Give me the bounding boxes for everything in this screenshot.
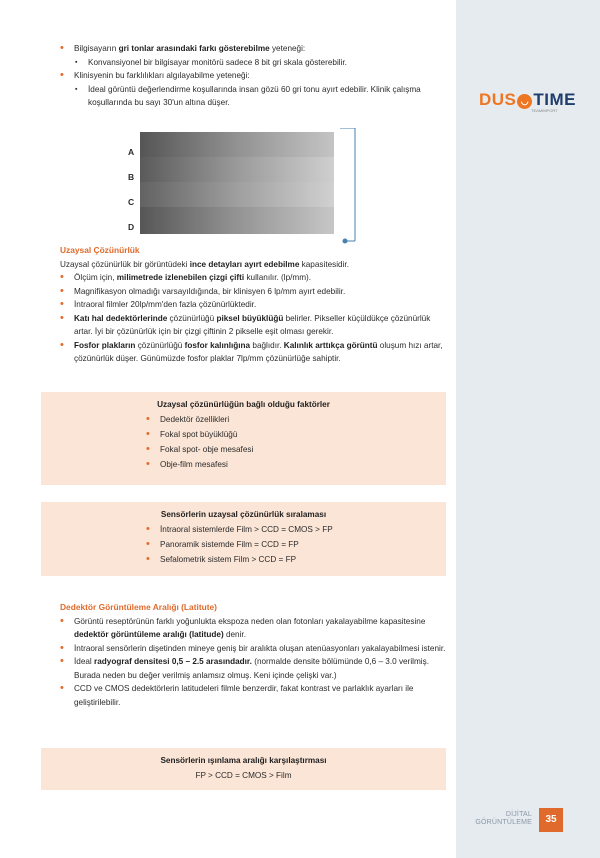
brand-logo [479,90,576,110]
list-item: • İntraoral sensörlerin dişetinden mineye geniş bir aralıkta oluşan atenüasyonları yakalayabilmesi istenir. [60,642,448,656]
list-item: • İdeal radyograf densitesi 0,5 – 2.5 arasındadır. (normalde densite bölümünde 0,6 – 3.0 verilmiş. Burada neden bu değer verilmiş anlamsız olmuş. Keni içinde çelişki var.) [60,655,448,682]
block-spatial-resolution [60,244,448,366]
section-label-line1: DİJİTAL [505,811,532,818]
list-item: • Panoramik sistemde Film = CCD = FP [146,537,446,552]
logo-text-time: TIME [533,90,577,109]
list-item: • Bilgisayarın gri tonlar arasındaki farkı gösterebilme yeteneği: ▪ Konvansiyonel bir bilgisayar monitörü sadece 8 bit gri skala gösterebilir. [60,42,448,69]
gray-scale-image [140,128,360,248]
list-item: • CCD ve CMOS dedektörlerin latitudeleri filmle benzerdir, fakat kontrast ve parlaklık ayarları ile geliştirilebilir. [60,682,448,709]
list-item: • İntraoral filmler 20lp/mm'den fazla çözünürlüktedir. [60,298,448,312]
block-latitude [60,601,448,709]
sidebar [456,0,600,858]
list-item: • Klinisyenin bu farklılıkları algılayabilme yeteneği: ▪ İdeal görüntü değerlendirme koşullarında insan gözü 60 gri tonu ayırt edebilir. Klinik çalışma koşullarında bu sayı 30'un altına düşer. [60,69,448,110]
list-subitem: ▪ Konvansiyonel bir bilgisayar monitörü sadece 8 bit gri skala gösterebilir. [74,56,448,70]
intro-paragraph: Uzaysal çözünürlük bir görüntüdeki ince detayları ayırt edebilme kapasitesidir. [60,259,349,269]
row-labels [120,128,140,240]
exposure-range-title: Sensörlerin ışınlama aralığı karşılaştırması [160,756,327,765]
list-item: • Magnifikasyon olmadığı varsayıldığında, bir klinisyen 6 lp/mm ayırt edebilir. [60,285,448,299]
row-label-b: B [128,172,135,182]
row-label-a: A [128,147,135,157]
list-item: • Fokal spot büyüklüğü [146,427,446,442]
list-subitem: ▪ İdeal görüntü değerlendirme koşullarında insan gözü 60 gri tonu ayırt edebilir. Klinik çalışma koşullarında bu sayı 30'un altına düşer. [74,83,448,110]
logo-subtitle: TEAMIMPORT [531,108,558,113]
heading-spatial-resolution: Uzaysal Çözünürlük [60,245,140,255]
row-label-d: D [128,222,135,232]
heading-latitude: Dedektör Görüntüleme Aralığı (Latitute) [60,602,217,612]
logo-text-dus: DUS [479,90,517,109]
list-item: • Ölçüm için, milimetrede izlenebilen çizgi çifti kullanılır. (lp/mm). [60,271,448,285]
factors-box [41,392,446,485]
exposure-range-box [41,748,446,790]
list-item: • İntraoral sistemlerde Film > CCD = CMOS > FP [146,522,446,537]
list-item: • Dedektör özellikleri [146,412,446,427]
factors-box-title: Uzaysal çözünürlüğün bağlı olduğu faktörler [157,400,330,409]
list-item: • Sefalometrik sistem Film > CCD = FP [146,552,446,567]
list-item: • Fokal spot- obje mesafesi [146,442,446,457]
block-gray-levels [60,42,448,110]
section-label-line2: GÖRÜNTÜLEME [475,819,532,826]
exposure-range-line: FP > CCD = CMOS > Film [195,771,292,780]
list-item: • Katı hal dedektörlerinde çözünürlüğü piksel büyüklüğü belirler. Pikseller küçüldükçe çözünürlük artar. İyi bir çözünürlük için bir çizgi çiftinin 2 pikselle eşit olması gerekir. [60,312,448,339]
row-label-c: C [128,197,135,207]
list-item: • Görüntü reseptörünün farklı yoğunlukta ekspoza neden olan fotonları yakalayabilme kapasitesine dedektör görüntüleme aralığı (latitude) denir. [60,615,448,642]
list-item: • Fosfor plakların çözünürlüğü fosfor kalınlığına bağlıdır. Kalınlık arttıkça görüntü oluşum hızı artar, çözünürlük düşer. Günümüzde fosfor plaklar 7lp/mm çözünürlüğe sahiptir. [60,339,448,366]
gray-scale-figure [120,128,360,248]
list-item: • Obje-film mesafesi [146,457,446,472]
sensor-ranking-box [41,502,446,576]
tooth-icon: ◡ [517,94,532,109]
page-number: 35 [539,808,563,832]
section-label [470,811,532,827]
sensor-ranking-title: Sensörlerin uzaysal çözünürlük sıralaması [160,510,327,519]
